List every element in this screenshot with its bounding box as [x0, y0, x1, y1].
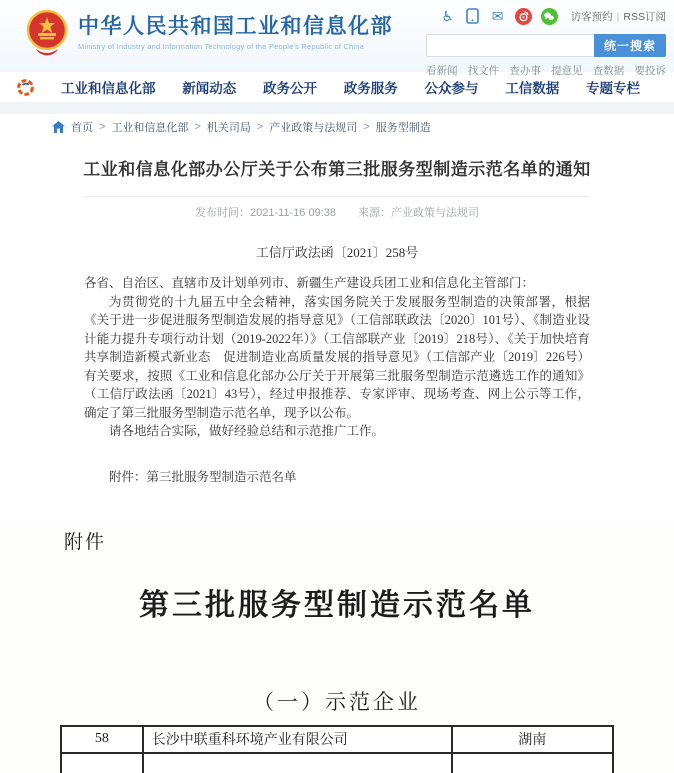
- article-meta: [0, 204, 674, 220]
- site-brand[interactable]: [26, 9, 393, 55]
- table-cell-number: 58: [61, 726, 143, 753]
- rss-link[interactable]: RSS订阅: [623, 10, 666, 23]
- nav-item-gov-service[interactable]: 政务服务: [343, 81, 398, 96]
- source-label: 来源：: [358, 207, 392, 219]
- quick-link-data[interactable]: 查数据: [592, 65, 625, 77]
- breadcrumb-departments[interactable]: 机关司局: [206, 122, 251, 134]
- site-title: 中华人民共和国工业和信息化部: [78, 14, 393, 38]
- header-icon-row: [426, 6, 666, 26]
- home-icon: [52, 121, 65, 133]
- breadcrumb-home[interactable]: 首页: [71, 122, 93, 134]
- mail-icon[interactable]: ✉: [491, 8, 504, 24]
- salutation: 各省、自治区、直辖市及计划单列市、新疆生产建设兵团工业和信息化主管部门：: [84, 276, 535, 290]
- search-bar: [426, 34, 666, 57]
- breadcrumb-separator: >: [194, 121, 201, 133]
- document-number: 工信厅政法函〔2021〕258号: [255, 245, 419, 260]
- breadcrumb-separator: >: [256, 121, 264, 133]
- breadcrumb: [0, 114, 674, 140]
- breadcrumb-policy-dept[interactable]: 产业政策与法规司: [269, 122, 358, 134]
- quick-link-complaint[interactable]: 要投诉: [634, 65, 666, 77]
- body-paragraph-1: 为贯彻党的十九届五中全会精神，落实国务院关于发展服务型制造的决策部署，根据《关于进一步促进服务型制造发展的指导意见》（工信部联政法〔2020〕101号）、《制造业设计能力提升专项行动计划（2019-2022年）》（工信部联产业〔2019〕218号）、《关于加快培育共享制造新模式新业态 促进制造业高质量发展的指导意见》（工信部产业〔2019〕226号）有关要求，按照《工业和信息化部办公厅关于开展第三批服务型制造示范遴选工作的通知》（工信厅政法函〔2021〕43号），经过申报推荐、专家评审、现场考查、网上公示等工作，确定了第三批服务型制造示范名单，现予以公布。: [84, 294, 590, 420]
- quick-link-suggest[interactable]: 提意见: [551, 65, 583, 77]
- nav-item-participation[interactable]: 公众参与: [424, 81, 479, 96]
- table-row: [61, 726, 613, 753]
- breadcrumb-miit[interactable]: 工业和信息化部: [111, 122, 189, 134]
- attachment-section-title: （一）示范企业: [253, 690, 421, 714]
- breadcrumb-separator: >: [363, 121, 370, 133]
- table-row-partial: [61, 753, 613, 773]
- attachment-label: 附件: [64, 531, 107, 553]
- nav-items: [61, 77, 640, 97]
- attachment-document: [0, 527, 674, 773]
- title-divider: [84, 196, 590, 197]
- nav-item-special[interactable]: 专题专栏: [586, 81, 640, 96]
- nav-item-news[interactable]: 新闻动态: [182, 81, 237, 96]
- site-subtitle: Ministry of Industry and Information Technology of the People's Republic of China: [78, 41, 364, 51]
- breadcrumb-current[interactable]: 服务型制造: [375, 122, 431, 134]
- publish-time-label: 发布时间：: [194, 207, 250, 219]
- visitor-appointment-link[interactable]: 访客预约: [570, 10, 613, 23]
- nav-separator-band: [0, 102, 674, 114]
- breadcrumb-separator: >: [99, 121, 106, 133]
- article-title: 工业和信息化部办公厅关于公布第三批服务型制造示范名单的通知: [83, 160, 591, 179]
- search-input[interactable]: [426, 34, 594, 57]
- demonstration-enterprise-table: [60, 725, 614, 773]
- accessibility-icon[interactable]: ♿: [441, 8, 454, 24]
- header-quick-links: [426, 63, 666, 78]
- wechat-icon[interactable]: [541, 8, 558, 25]
- source-value: 产业政策与法规司: [391, 207, 480, 219]
- nav-item-gov-open[interactable]: 政务公开: [263, 81, 317, 96]
- search-button[interactable]: 统一搜索: [594, 34, 666, 57]
- header-top-links: [571, 9, 666, 24]
- table-cell-company: 长沙中联重科环境产业有限公司: [143, 726, 452, 753]
- quick-link-files[interactable]: 找文件: [467, 65, 500, 77]
- nav-item-miit[interactable]: 工业和信息化部: [61, 81, 156, 96]
- mobile-icon[interactable]: [465, 8, 481, 24]
- article-body: [84, 274, 590, 441]
- national-emblem-icon: [26, 9, 68, 55]
- article: [0, 140, 674, 485]
- attachment-reference-line: 附件：第三批服务型制造示范名单: [109, 469, 297, 484]
- nav-logo-icon[interactable]: [16, 78, 35, 97]
- weibo-icon[interactable]: [515, 8, 532, 25]
- table-cell-province: 湖南: [452, 726, 613, 753]
- publish-time: 2021-11-16 09:38: [249, 207, 337, 219]
- quick-link-services[interactable]: 查办事: [509, 65, 541, 77]
- nav-item-data[interactable]: 工信数据: [505, 81, 560, 96]
- site-header: [0, 0, 674, 77]
- top-links-divider: |: [616, 10, 620, 23]
- body-paragraph-2: 请各地结合实际，做好经验总结和示范推广工作。: [109, 424, 385, 438]
- header-right: [426, 6, 666, 78]
- attachment-title: 第三批服务型制造示范名单: [139, 588, 535, 622]
- quick-link-news[interactable]: 看新闻: [426, 65, 458, 77]
